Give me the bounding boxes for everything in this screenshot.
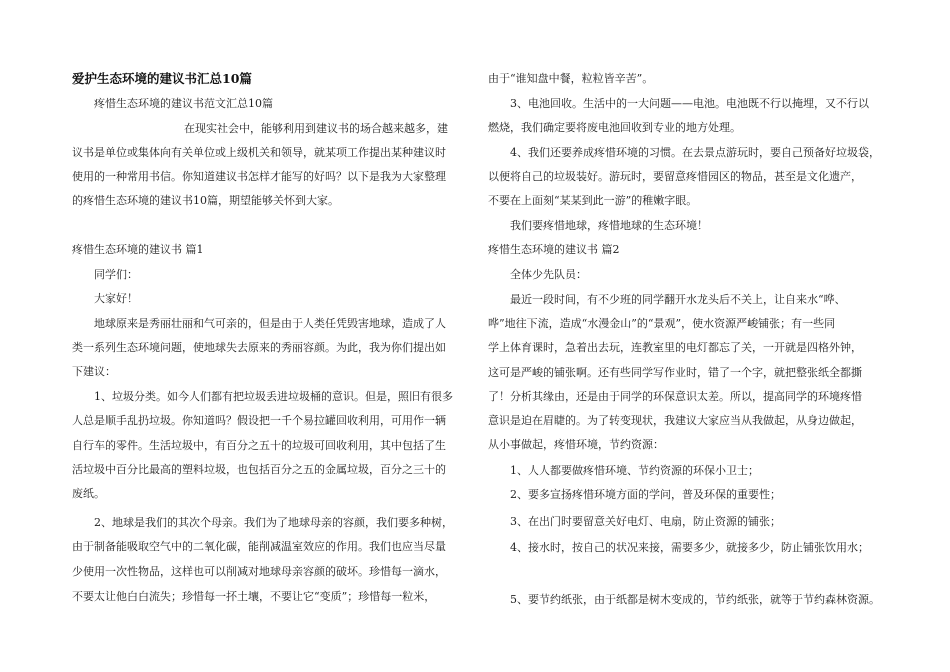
document-title: 爱护生态环境的建议书汇总10篇 (72, 71, 252, 86)
paragraph-line: 的疼惜生态环境的建议书10篇，期望能够关怀到大家。 (72, 194, 339, 207)
paragraph-line: 最近一段时间，有不少班的同学翻开水龙头后不关上，让自来水“哗、 (510, 293, 846, 306)
paragraph-line: 学上体育课时，急着出去玩，连教室里的电灯都忘了关，一开就是四格外钟， (488, 341, 862, 354)
paragraph-line: 自行车的零件。生活垃圾中，有百分之五十的垃圾可回收利用，其中包括了生 (72, 439, 446, 452)
section-heading: 疼惜生态环境的建议书 篇2 (488, 243, 620, 256)
paragraph-line: 哗”地往下流，造成“水漫金山”的“景观”，使水资源严峻铺张；有一些同 (488, 317, 836, 330)
list-item: 1、人人都要做疼惜环境、节约资源的环保小卫士； (510, 464, 759, 477)
greeting: 大家好！ (94, 292, 138, 305)
paragraph-line: 这可是严峻的铺张啊。还有些同学写作业时，错了一个字，就把整张纸全都撕 (488, 366, 862, 379)
paragraph-line: 使用的一种常用书信。你知道建议书怎样才能写的好吗？以下是我为大家整理 (72, 170, 446, 183)
list-item: 2、要多宣扬疼惜环境方面的学问，普及环保的重要性； (510, 488, 781, 501)
paragraph-line: 1、垃圾分类。如今人们都有把垃圾丢进垃圾桶的意识。但是，照旧有很多 (94, 390, 453, 403)
paragraph-line: 燃烧，我们确定要将废电池回收到专业的地方处理。 (488, 121, 741, 134)
paragraph-line: 了！分析其缘由，还是由于同学的环保意识太差。所以，提高同学的环境疼惜 (488, 390, 862, 403)
salutation: 同学们： (94, 268, 138, 281)
list-item: 3、在出门时要留意关好电灯、电扇，防止资源的铺张； (510, 515, 781, 528)
list-item: 4、接水时，按自己的状况来接，需要多少，就接多少，防止铺张饮用水； (510, 541, 869, 554)
paragraph-line: 由于制备能吸取空气中的二氧化碳，能削减温室效应的作用。我们也应当尽量 (72, 540, 446, 553)
paragraph-line: 下建议： (72, 365, 116, 378)
paragraph-line: 活垃圾中百分比最高的塑料垃圾，也包括百分之五的金属垃圾，百分之三十的 (72, 463, 446, 476)
paragraph-line: 废纸。 (72, 487, 105, 500)
paragraph-line: 地球原来是秀丽壮丽和气可亲的，但是由于人类任凭毁害地球，造成了人 (94, 317, 446, 330)
paragraph-line: 4、我们还要养成疼惜环境的习惯。在去景点游玩时，要自己预备好垃圾袋， (510, 146, 880, 159)
paragraph-line: 2、地球是我们的其次个母亲。我们为了地球母亲的容颜，我们要多种树， (94, 516, 453, 529)
paragraph-line: 意识是迫在眉睫的。为了转变现状，我建议大家应当从我做起，从身边做起， (488, 414, 862, 427)
salutation: 全体少先队员： (510, 268, 587, 281)
paragraph-line: 以便将自己的垃圾装好。游玩时，要留意疼惜园区的物品，甚至是文化遗产， (488, 170, 862, 183)
section-heading: 疼惜生态环境的建议书 篇1 (72, 243, 204, 256)
paragraph-line: 不要太让他白白流失；珍惜每一抔土壤，不要让它“变质”；珍惜每一粒米， (72, 590, 436, 603)
paragraph-line: 3、电池回收。生活中的一大问题——电池。电池既不行以掩埋，又不行以 (510, 97, 869, 110)
paragraph-line: 人总是顺手乱扔垃圾。你知道吗？假设把一千个易拉罐回收利用，可用作一辆 (72, 414, 446, 427)
paragraph-line: 议书是单位或集体向有关单位或上级机关和领导，就某项工作提出某种建议时 (72, 146, 446, 159)
paragraph-line: 在现实社会中，能够利用到建议书的场合越来越多，建 (184, 122, 448, 135)
paragraph-line: 从小事做起，疼惜环境，节约资源： (488, 438, 664, 451)
paragraph-line: 我们要疼惜地球，疼惜地球的生态环境！ (510, 219, 708, 232)
paragraph-line: 类一系列生态环境问题，使地球失去原来的秀丽容颜。为此，我为你们提出如 (72, 341, 446, 354)
paragraph-line: 由于“谁知盘中餐，粒粒皆辛苦”。 (488, 72, 654, 85)
paragraph-line: 不要在上面刻“某某到此一游”的稚嫩字眼。 (488, 194, 698, 207)
paragraph-line: 少使用一次性物品，这样也可以削减对地球母亲容颜的破坏。珍惜每一滴水， (72, 565, 446, 578)
list-item: 5、要节约纸张，由于纸都是树木变成的，节约纸张，就等于节约森林资源。 (510, 593, 880, 606)
document-subtitle: 疼惜生态环境的建议书范文汇总10篇 (94, 97, 273, 110)
